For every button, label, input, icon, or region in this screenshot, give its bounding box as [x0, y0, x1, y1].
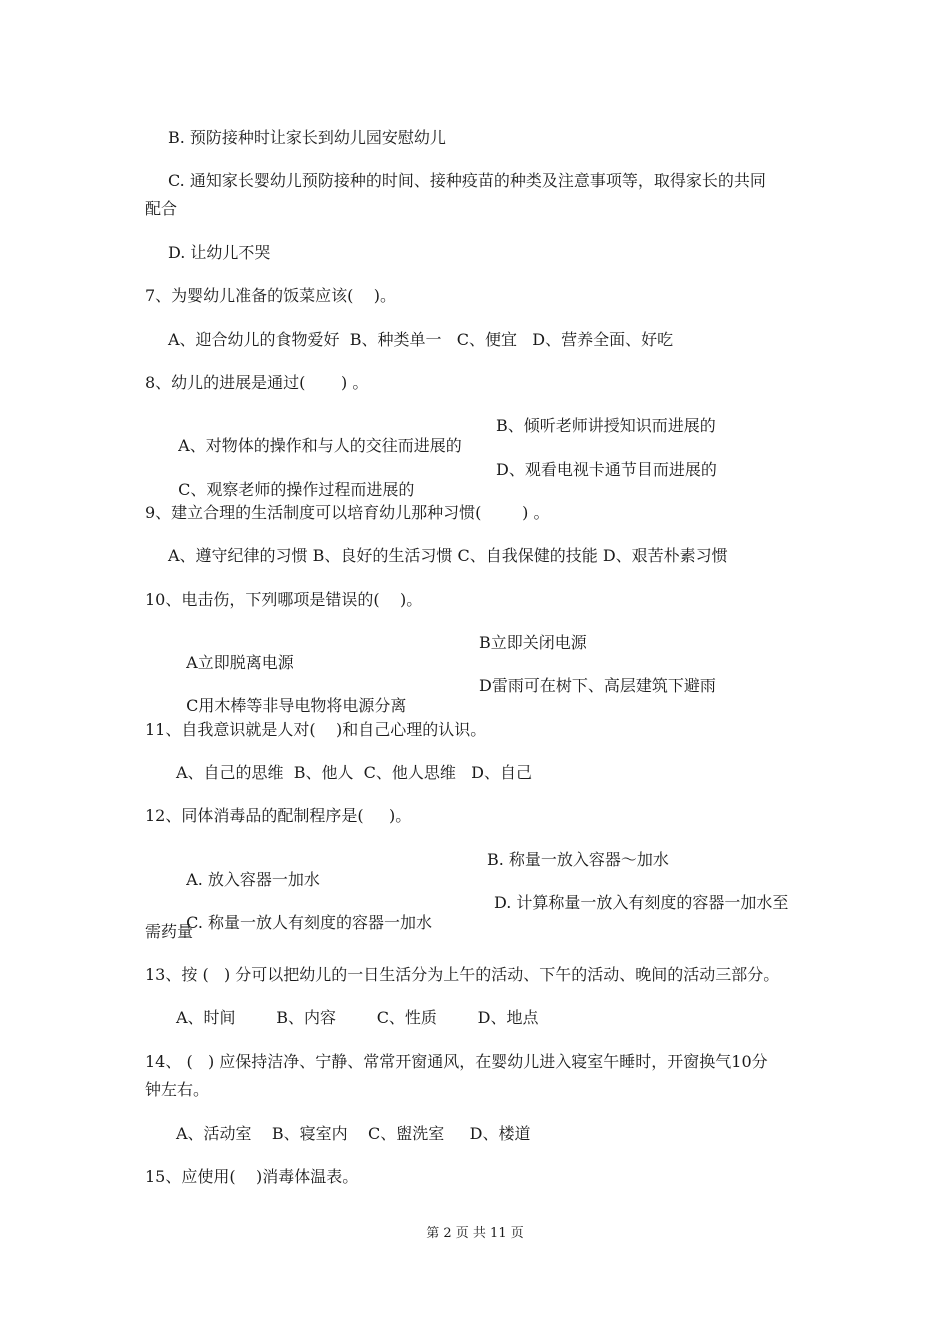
q6-option-c: C. 通知家长婴幼儿预防接种的时间、接种疫苗的种类及注意事项等，取得家长的共同 [168, 171, 766, 190]
q10-option-b: B立即关闭电源 [479, 633, 587, 652]
q12-option-a: A. 放入容器一加水 [186, 870, 320, 889]
q6-option-d: D. 让幼儿不哭 [168, 243, 271, 262]
q8-option-d: D、观看电视卡通节目而进展的 [496, 460, 717, 479]
q9-options: A、遵守纪律的习惯 B、良好的生活习惯 C、自我保健的技能 D、艰苦朴素习惯 [168, 546, 728, 565]
question-14-continued: 钟左右。 [145, 1080, 210, 1099]
q6-option-b: B. 预防接种时让家长到幼儿园安慰幼儿 [168, 128, 446, 147]
q12-option-c: C. 称量一放人有刻度的容器一加水 [186, 913, 433, 932]
question-8: 8、幼儿的进展是通过( ) 。 [145, 373, 369, 392]
page-number-footer: 第 2 页 共 11 页 [426, 1226, 524, 1241]
q8-option-b: B、倾听老师讲授知识而进展的 [496, 416, 716, 435]
q10-option-d: D雷雨可在树下、高层建筑下避雨 [479, 676, 716, 695]
question-14: 14、 ( ) 应保持洁净、宁静、常常开窗通风，在婴幼儿进入寝室午睡时，开窗换气10分 [145, 1052, 768, 1071]
question-7: 7、为婴幼儿准备的饭菜应该( )。 [145, 286, 397, 305]
q12-option-d-continued: 需药量 [145, 922, 194, 941]
q14-options: A、活动室 B、寝室内 C、盥洗室 D、楼道 [176, 1124, 531, 1143]
question-12: 12、同体消毒品的配制程序是( )。 [145, 806, 412, 825]
q6-option-c-continued: 配合 [145, 199, 178, 218]
question-13: 13、按 ( ) 分可以把幼儿的一日生活分为上午的活动、下午的活动、晚间的活动三部分。 [145, 965, 780, 984]
q8-option-a: A、对物体的操作和与人的交往而进展的 [178, 436, 462, 455]
q8-option-c: C、观察老师的操作过程而进展的 [178, 480, 415, 499]
q13-options: A、时间 B、内容 C、性质 D、地点 [176, 1008, 539, 1027]
q12-options-row2 [176, 893, 789, 953]
q10-option-a: A立即脱离电源 [186, 653, 294, 672]
q7-options: A、迎合幼儿的食物爱好 B、种类单一 C、便宜 D、营养全面、好吃 [168, 330, 674, 349]
q10-option-c: C用木棒等非导电物将电源分离 [186, 696, 407, 715]
question-9: 9、建立合理的生活制度可以培育幼儿那种习惯( ) 。 [145, 503, 550, 522]
q11-options: A、自己的思维 B、他人 C、他人思维 D、自己 [176, 763, 532, 782]
q12-option-b: B. 称量一放入容器～加水 [487, 850, 669, 869]
question-10: 10、电击伤，下列哪项是错误的( )。 [145, 590, 423, 609]
question-11: 11、自我意识就是人对( )和自己心理的认识。 [145, 720, 487, 739]
question-15: 15、应使用( )消毒体温表。 [145, 1167, 359, 1186]
q12-option-d: D. 计算称量一放入有刻度的容器一加水至 [494, 893, 789, 912]
